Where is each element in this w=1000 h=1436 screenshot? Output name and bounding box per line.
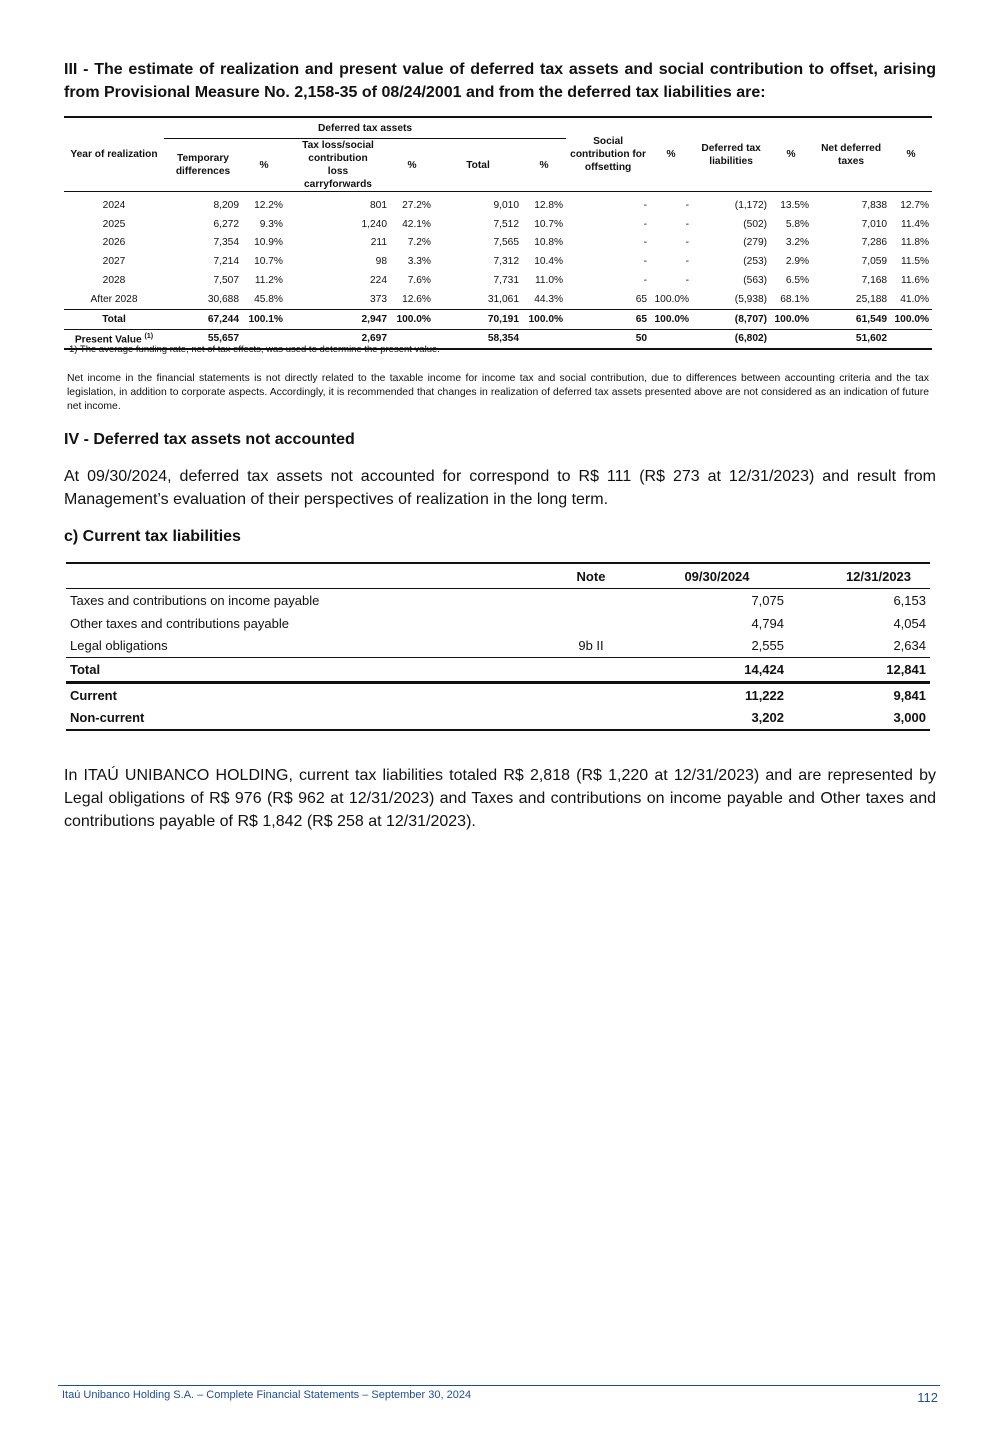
cell-temporary-pct: 9.3%	[259, 218, 283, 230]
cell-social-contribution: -	[643, 199, 648, 211]
cell-temporary-differences: 6,272	[213, 218, 239, 230]
present-value-text: Present Value	[74, 334, 142, 346]
cell-net-deferred: 7,168	[861, 275, 888, 287]
section-4-text: At 09/30/2024, deferred tax assets not accounted for correspond to R$ 111 (R$ 273 at 12/31/2023) and result from Management’s evaluation of their perspectives of realization in the long term.	[64, 468, 936, 508]
cell-temporary-differences: 55,657	[164, 329, 242, 349]
cell-net-deferred: 61,549	[812, 309, 890, 329]
current-label: Current	[70, 687, 117, 703]
col-pct2: %	[390, 139, 434, 192]
cell-deferred-liabilities: (5,938)	[734, 293, 768, 305]
cell-deferred-liabilities: (6,802)	[692, 329, 770, 349]
noncurrent-row	[66, 706, 930, 730]
cell-temporary-differences: 30,688	[207, 293, 239, 305]
col-pct4: %	[650, 117, 692, 192]
cell-year: 2024	[102, 199, 126, 211]
total-note	[536, 658, 646, 683]
row-label: Taxes and contributions on income payable	[70, 592, 320, 608]
cell-social-pct: -	[685, 218, 690, 230]
cell-total-pct	[522, 329, 566, 349]
row-note	[536, 589, 646, 612]
cell-temporary-pct: 100.1%	[242, 309, 286, 329]
col-pct6: %	[890, 117, 932, 192]
total-label: Total	[66, 658, 536, 683]
cell-net-pct: 11.6%	[900, 275, 930, 287]
cell-social-pct: -	[685, 275, 690, 287]
cell-deferred-liabilities: (253)	[743, 256, 768, 268]
cell-total: 7,731	[493, 275, 519, 287]
cell-liabilities-pct: 2.9%	[785, 256, 810, 268]
cell-temporary-differences: 8,209	[213, 199, 239, 211]
cell-tax-loss: 98	[375, 256, 387, 268]
col-liab: Deferred tax liabilities	[692, 117, 770, 192]
cell-total: 7,312	[493, 256, 519, 268]
cell-net-deferred: 7,286	[861, 237, 888, 249]
cell-tax-loss-pct: 100.0%	[390, 309, 434, 329]
table-row	[64, 290, 932, 309]
cell-year: 2025	[102, 218, 126, 230]
cell-temporary-differences: 7,354	[213, 237, 239, 249]
row-value-2024: 7,075	[751, 592, 784, 608]
group-deferred-tax-assets: Deferred tax assets	[164, 117, 566, 139]
cell-net-deferred: 7,059	[861, 256, 888, 268]
col-year: Year of realization	[64, 117, 164, 192]
col-social: Social contribution for offsetting	[566, 117, 650, 192]
cell-deferred-liabilities: (279)	[743, 237, 768, 249]
table-row	[64, 192, 932, 215]
cell-year: 2026	[102, 237, 126, 249]
col-net: Net deferred taxes	[812, 117, 890, 192]
table-row	[66, 612, 930, 635]
cell-social-pct: -	[685, 256, 690, 268]
cell-liabilities-pct: 100.0%	[770, 309, 812, 329]
col-pct3: %	[522, 139, 566, 192]
cell-liabilities-pct: 6.5%	[785, 275, 810, 287]
current-tax-table	[66, 562, 930, 731]
holding-paragraph: In ITAÚ UNIBANCO HOLDING, current tax liabilities totaled R$ 2,818 (R$ 1,220 at 12/31/2023) and are represented by Legal obligations of R$ 976 (R$ 962 at 12/31/2023) and Taxes and contributions on income payable and Other taxes and contributions payable of R$ 1,842 (R$ 258 at 12/31/2023).	[64, 767, 936, 830]
cell-social-contribution: -	[643, 237, 648, 249]
cell-temporary-differences: 7,214	[213, 256, 239, 268]
cell-tax-loss: 211	[370, 237, 387, 249]
row-value-2023: 4,054	[893, 615, 926, 631]
col-2024: 09/30/2024	[646, 563, 788, 589]
cell-social-pct: -	[685, 199, 690, 211]
table-row	[64, 271, 932, 290]
cell-net-pct: 12.7%	[900, 199, 930, 211]
cell-total-pct: 100.0%	[522, 309, 566, 329]
cell-tax-loss: 801	[370, 199, 387, 211]
cell-liabilities-pct: 68.1%	[780, 293, 810, 305]
col-description	[66, 563, 536, 589]
cell-net-pct: 41.0%	[900, 293, 930, 305]
cell-tax-loss: 224	[370, 275, 387, 287]
footer-text: Itaú Unibanco Holding S.A. – Complete Financial Statements – September 30, 2024	[62, 1389, 472, 1401]
current-2024: 11,222	[744, 687, 784, 703]
cell-social-contribution: 65	[566, 309, 650, 329]
total-2023: 12,841	[788, 658, 930, 683]
current-row	[66, 682, 930, 706]
cell-tax-loss: 2,947	[286, 309, 390, 329]
noncurrent-2024: 3,202	[646, 706, 788, 730]
table-row	[64, 215, 932, 234]
cell-social-contribution: 50	[566, 329, 650, 349]
cell-social-contribution: -	[643, 275, 648, 287]
cell-net-deferred: 7,838	[861, 199, 888, 211]
total-row	[64, 309, 932, 329]
section-c-title: c) Current tax liabilities	[64, 528, 241, 545]
cell-total: 70,191	[434, 309, 522, 329]
cell-tax-loss-pct: 3.3%	[407, 256, 431, 268]
cell-temporary-pct: 12.2%	[254, 199, 283, 211]
col-taxloss: Tax loss/social contribution loss carryforwards	[286, 139, 390, 192]
cell-deferred-liabilities: (502)	[743, 218, 768, 230]
cell-total: 58,354	[434, 329, 522, 349]
cell-temporary-pct: 11.2%	[254, 275, 283, 287]
cell-liabilities-pct	[770, 329, 812, 349]
cell-temporary-differences: 67,244	[164, 309, 242, 329]
cell-year: 2028	[102, 275, 126, 287]
cell-deferred-liabilities: (8,707)	[692, 309, 770, 329]
cell-total: 7,565	[493, 237, 519, 249]
cell-temporary-differences: 7,507	[213, 275, 239, 287]
current-2023: 9,841	[893, 687, 926, 703]
col-note: Note	[536, 563, 646, 589]
cell-total-pct: 12.8%	[534, 199, 564, 211]
cell-total-pct: 44.3%	[534, 293, 564, 305]
cell-net-deferred: 25,188	[855, 293, 888, 305]
row-value-2023: 6,153	[893, 592, 926, 608]
table-row	[64, 234, 932, 253]
cell-year: 2027	[102, 256, 126, 268]
cell-social-pct: -	[685, 237, 690, 249]
cell-tax-loss: 2,697	[286, 329, 390, 349]
cell-tax-loss-pct: 7.6%	[407, 275, 431, 287]
cell-liabilities-pct: 5.8%	[785, 218, 810, 230]
cell-tax-loss: 1,240	[361, 218, 387, 230]
row-value-2024: 2,555	[751, 638, 784, 654]
col-2023: 12/31/2023	[788, 563, 930, 589]
cell-net-pct: 11.4%	[900, 218, 930, 230]
col-temp: Temporary differences	[164, 139, 242, 192]
cell-temporary-pct: 45.8%	[254, 293, 283, 305]
cell-total-pct: 10.4%	[534, 256, 564, 268]
table-row	[66, 634, 930, 657]
cell-total-pct: 11.0%	[534, 275, 564, 287]
cell-social-contribution: -	[643, 218, 648, 230]
cell-temporary-pct: 10.9%	[254, 237, 283, 249]
section-4-title: IV - Deferred tax assets not accounted	[64, 431, 355, 448]
table-row	[64, 252, 932, 271]
page-number: 112	[917, 1390, 938, 1405]
cell-social-pct	[650, 329, 692, 349]
cell-total: 7,512	[493, 218, 519, 230]
row-note	[536, 612, 646, 635]
deferred-table-header	[64, 117, 932, 192]
noncurrent-note	[536, 706, 646, 730]
col-total: Total	[434, 139, 522, 192]
cell-net-pct: 11.8%	[900, 237, 930, 249]
cell-net-pct	[890, 329, 932, 349]
present-value-footnote: 1) The average funding rate, net of tax effects, was used to determine the present value.	[69, 344, 440, 355]
row-value-2023: 2,634	[893, 638, 926, 654]
cell-total: 31,061	[487, 293, 519, 305]
cell-social-contribution: 65	[635, 293, 648, 305]
col-pct5: %	[770, 117, 812, 192]
net-income-note: Net income in the financial statements is not directly related to the taxable income for income tax and social contribution, due to differences between accounting criteria and the tax legislation, in addition to corporate aspects. Accordingly, it is recommended that changes in realization of deferred tax assets presented above are not considered as an indication of future net income.	[67, 373, 929, 412]
cell-social-contribution: -	[643, 256, 648, 268]
noncurrent-label: Non-current	[66, 706, 536, 730]
noncurrent-2023: 3,000	[788, 706, 930, 730]
cell-total-pct: 10.7%	[534, 218, 564, 230]
cell-total-pct: 10.8%	[534, 237, 564, 249]
cell-net-deferred: 7,010	[861, 218, 888, 230]
cell-tax-loss-pct: 12.6%	[402, 293, 431, 305]
col-pct1: %	[242, 139, 286, 192]
section-3-title: III - The estimate of realization and present value of deferred tax assets and social contribution to offset, arising from Provisional Measure No. 2,158-35 of 08/24/2001 and from the deferred tax liabilities are:	[64, 61, 936, 101]
cell-tax-loss-pct: 7.2%	[407, 237, 431, 249]
cell-net-pct: 11.5%	[900, 256, 930, 268]
cell-year: Total	[64, 309, 164, 329]
total-row	[66, 658, 930, 683]
cell-total: 9,010	[493, 199, 519, 211]
total-2024: 14,424	[646, 658, 788, 683]
current-note	[536, 682, 646, 706]
cell-liabilities-pct: 3.2%	[785, 237, 810, 249]
cell-temporary-pct: 10.7%	[254, 256, 283, 268]
cell-net-deferred: 51,602	[812, 329, 890, 349]
cell-tax-loss-pct: 42.1%	[402, 218, 431, 230]
cell-net-pct: 100.0%	[890, 309, 932, 329]
row-value-2024: 4,794	[751, 615, 784, 631]
footer-divider	[58, 1385, 940, 1386]
row-label: Other taxes and contributions payable	[70, 615, 289, 631]
deferred-table-body	[64, 192, 932, 350]
table-row	[66, 589, 930, 612]
footnote-marker: (1)	[144, 332, 154, 340]
cell-social-pct: 100.0%	[654, 293, 690, 305]
deferred-tax-table	[64, 116, 932, 350]
cell-social-pct: 100.0%	[650, 309, 692, 329]
cell-deferred-liabilities: (563)	[743, 275, 768, 287]
row-label: Legal obligations	[70, 638, 168, 654]
cell-year: After 2028	[90, 293, 138, 305]
cell-tax-loss-pct: 27.2%	[402, 199, 431, 211]
cell-deferred-liabilities: (1,172)	[734, 199, 768, 211]
row-note: 9b II	[578, 638, 604, 654]
cell-tax-loss: 373	[370, 293, 387, 305]
cell-liabilities-pct: 13.5%	[780, 199, 810, 211]
